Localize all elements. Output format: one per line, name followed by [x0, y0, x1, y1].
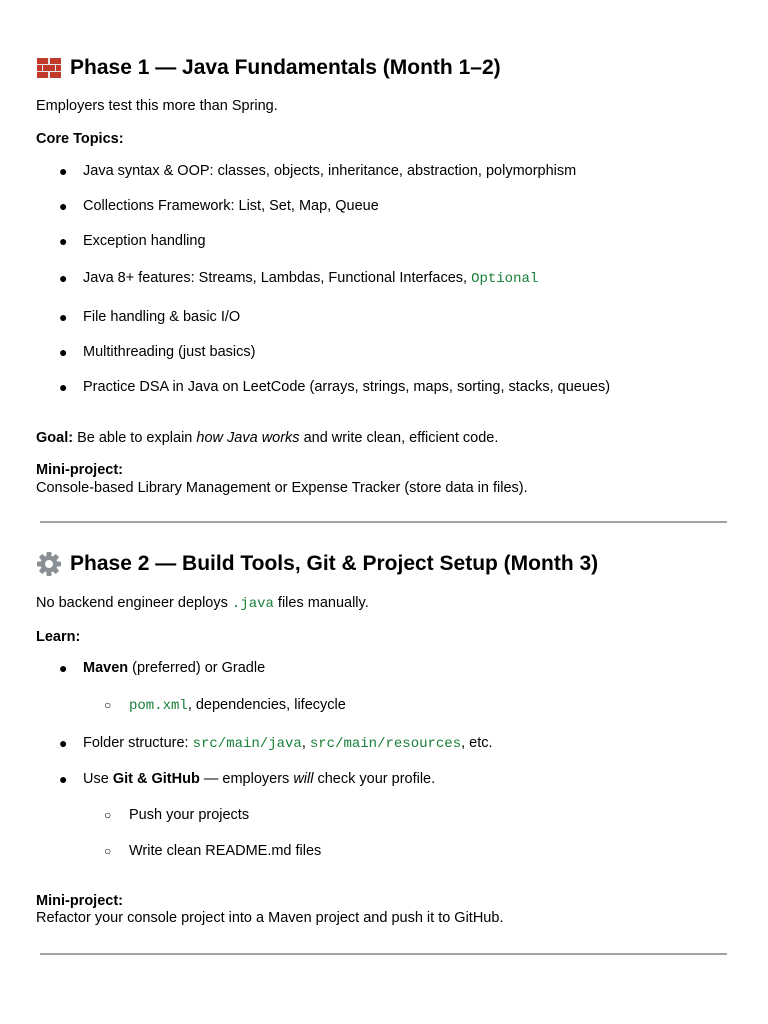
folder-sep: , — [301, 735, 310, 751]
folder-text-end: , etc. — [461, 735, 493, 751]
list-item: Multithreading (just basics) — [83, 344, 256, 360]
git-text: Use — [83, 771, 113, 787]
goal-label: Goal: — [36, 430, 74, 446]
phase1-heading — [36, 55, 501, 81]
list-item-text: Java 8+ features: Streams, Lambdas, Functional Interfaces, — [83, 270, 472, 286]
bullet-icon: ● — [59, 198, 68, 214]
goal-emphasis: how Java works — [196, 430, 300, 446]
learn-label: Learn: — [36, 629, 81, 645]
optional-code: Optional — [471, 271, 539, 287]
core-topics-label: Core Topics: — [36, 131, 124, 147]
folder-code-resources: src/main/resources — [309, 736, 462, 752]
sub-list-item — [129, 696, 346, 715]
phase2-mini-label: Mini-project: — [36, 893, 123, 909]
maven-bold: Maven — [83, 660, 129, 676]
horizontal-rule — [40, 953, 727, 955]
list-item — [83, 269, 538, 288]
goal-text-end: and write clean, efficient code. — [299, 430, 499, 446]
bullet-icon: ● — [59, 233, 68, 249]
sub-bullet-icon: ○ — [104, 698, 112, 712]
phase2-intro — [36, 594, 369, 613]
bullet-icon: ● — [59, 309, 68, 325]
intro-text: No backend engineer deploys — [36, 595, 232, 611]
phase1-heading-text: Phase 1 — Java Fundamentals (Month 1–2) — [70, 56, 501, 79]
git-bold: Git & GitHub — [112, 771, 200, 787]
bullet-icon: ● — [59, 379, 68, 395]
sub-bullet-icon: ○ — [104, 844, 112, 858]
folder-text: Folder structure: — [83, 735, 193, 751]
git-emphasis: will — [293, 771, 314, 787]
list-item — [83, 734, 493, 753]
list-item: Java syntax & OOP: classes, objects, inheritance, abstraction, polymorphism — [83, 163, 577, 179]
goal-text: Be able to explain — [73, 430, 197, 446]
phase1-mini-text: Console-based Library Management or Expense Tracker (store data in files). — [36, 480, 528, 496]
phase1-intro: Employers test this more than Spring. — [36, 98, 278, 114]
sub-bullet-icon: ○ — [104, 808, 112, 822]
phase2-heading-text: Phase 2 — Build Tools, Git & Project Setup (Month 3) — [70, 552, 599, 575]
bullet-icon: ● — [59, 735, 68, 751]
bullet-icon: ● — [59, 344, 68, 360]
bullet-icon: ● — [59, 771, 68, 787]
list-item — [83, 659, 265, 677]
bullet-icon: ● — [59, 270, 68, 286]
sub-list-item: Write clean README.md files — [129, 843, 322, 859]
git-text-end: check your profile. — [313, 771, 436, 787]
bullet-icon: ● — [59, 660, 68, 676]
folder-code-java: src/main/java — [192, 736, 302, 752]
list-item: File handling & basic I/O — [83, 309, 241, 325]
list-item — [83, 770, 435, 788]
brick-icon — [36, 55, 62, 81]
git-mid: — employers — [199, 771, 294, 787]
phase1-goal — [36, 429, 498, 447]
pom-text: , dependencies, lifecycle — [187, 697, 346, 713]
pom-code: pom.xml — [129, 698, 188, 714]
phase1-mini-label: Mini-project: — [36, 462, 123, 478]
horizontal-rule — [40, 521, 727, 523]
list-item: Exception handling — [83, 233, 206, 249]
java-code: .java — [231, 596, 274, 612]
sub-list-item: Push your projects — [129, 807, 250, 823]
bullet-icon: ● — [59, 163, 68, 179]
gear-icon — [36, 551, 62, 577]
phase2-mini-text: Refactor your console project into a Maven project and push it to GitHub. — [36, 910, 504, 926]
intro-text-end: files manually. — [273, 595, 369, 611]
list-item: Practice DSA in Java on LeetCode (arrays, strings, maps, sorting, stacks, queues) — [83, 379, 611, 395]
maven-text: (preferred) or Gradle — [128, 660, 266, 676]
phase2-heading — [36, 551, 598, 577]
list-item: Collections Framework: List, Set, Map, Queue — [83, 198, 379, 214]
